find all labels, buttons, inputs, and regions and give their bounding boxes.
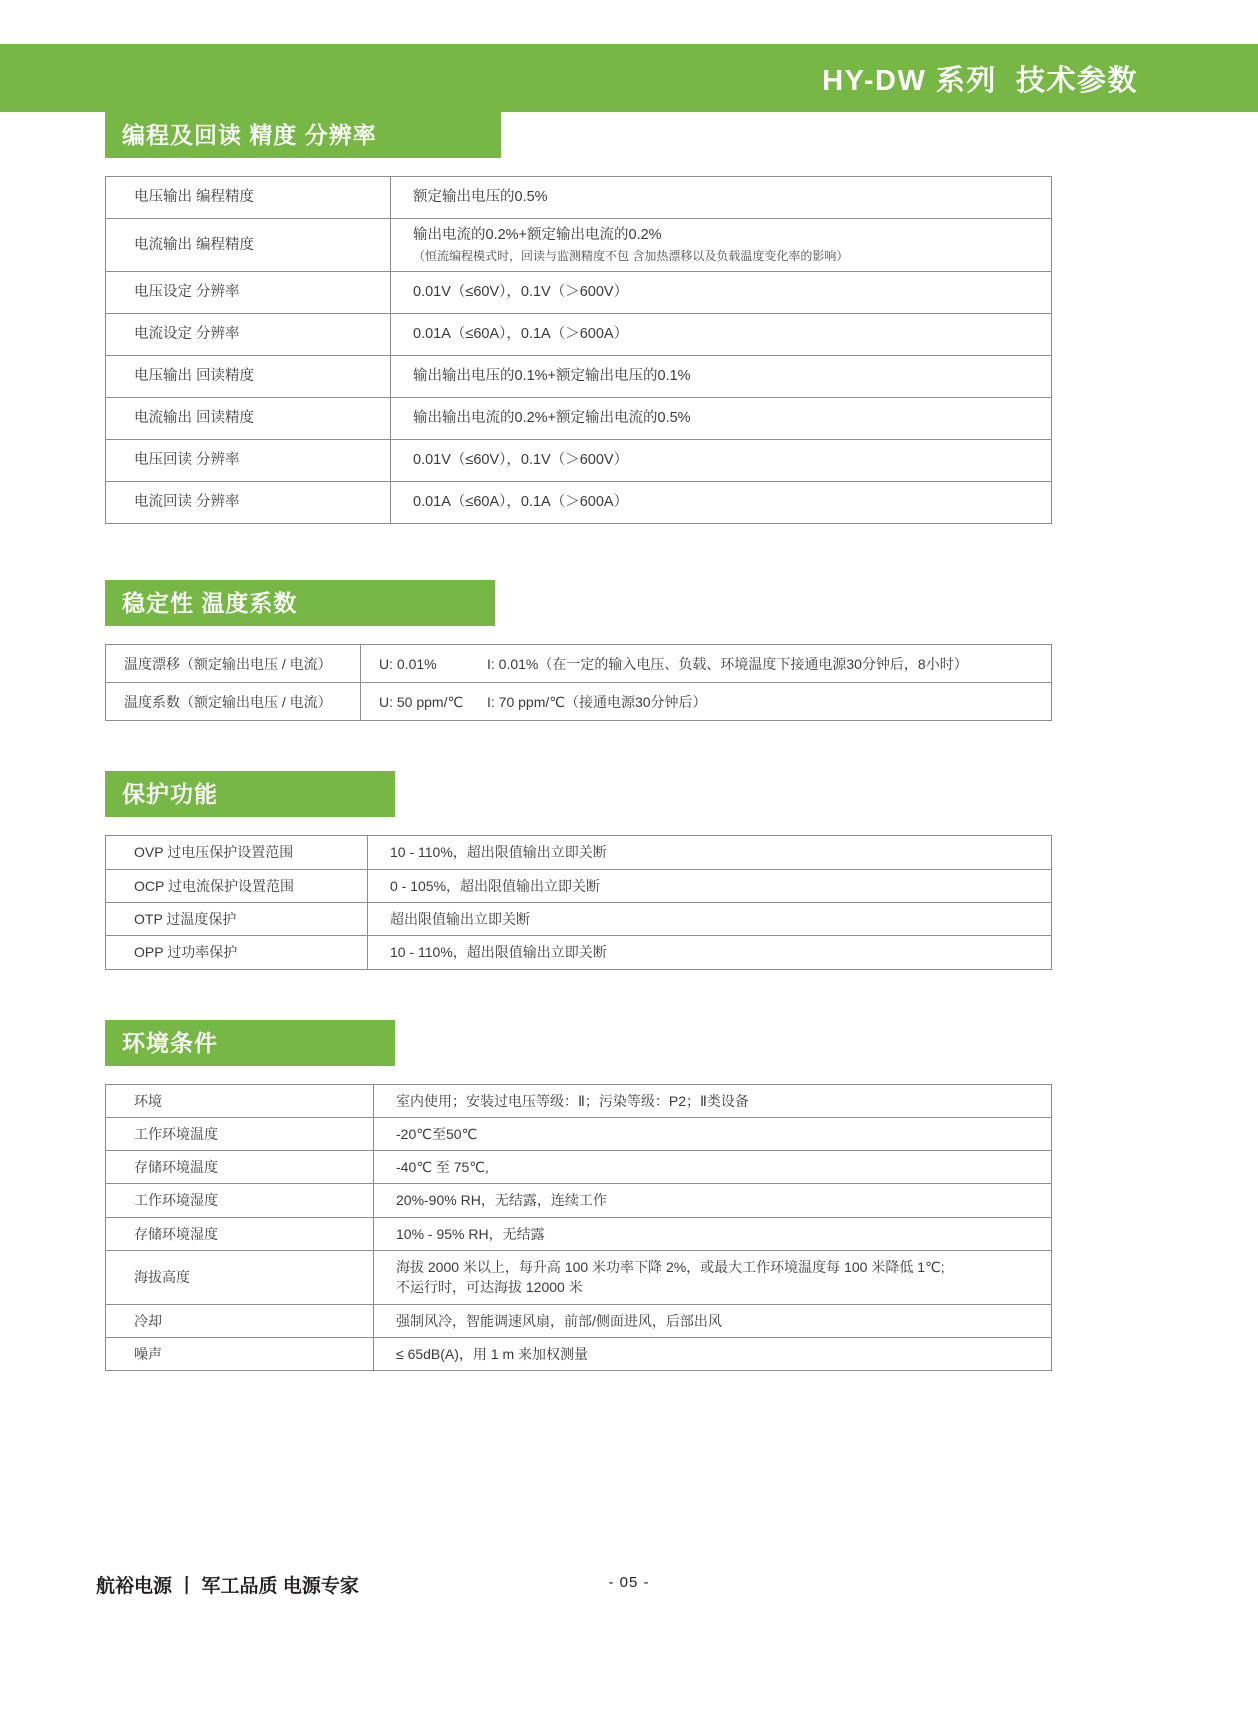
table-row bbox=[106, 1151, 1052, 1184]
row-value: ≤ 65dB(A)，用 1 m 来加权测量 bbox=[374, 1337, 1052, 1370]
table-row bbox=[106, 1304, 1052, 1337]
row-label: 电压设定 分辨率 bbox=[106, 272, 391, 314]
section-stability bbox=[0, 580, 1258, 721]
table-row bbox=[106, 440, 1052, 482]
row-value-text: 输出输出电压的0.1%+额定输出电压的0.1% bbox=[413, 368, 691, 385]
row-label: 电流设定 分辨率 bbox=[106, 314, 391, 356]
page-footer bbox=[0, 1571, 1258, 1601]
table-row bbox=[106, 869, 1052, 902]
table-row bbox=[106, 683, 1052, 721]
row-value bbox=[391, 440, 1052, 482]
row-label: 电压回读 分辨率 bbox=[106, 440, 391, 482]
row-label: 存储环境湿度 bbox=[106, 1217, 374, 1250]
row-label: OCP 过电流保护设置范围 bbox=[106, 869, 368, 902]
section-heading-protection: 保护功能 bbox=[105, 771, 395, 817]
row-label: OPP 过功率保护 bbox=[106, 936, 368, 969]
row-value-text: 输出输出电流的0.2%+额定输出电流的0.5% bbox=[413, 410, 691, 427]
row-label: OVP 过电压保护设置范围 bbox=[106, 836, 368, 869]
row-value bbox=[391, 219, 1052, 272]
row-value: 室内使用；安装过电压等级：Ⅱ；污染等级：P2；Ⅱ类设备 bbox=[374, 1084, 1052, 1117]
row-value: 10% - 95% RH，无结露 bbox=[374, 1217, 1052, 1250]
row-label: 温度漂移（额定输出电压 / 电流） bbox=[106, 645, 361, 683]
table-accuracy bbox=[105, 176, 1052, 524]
section-heading-stability: 稳定性 温度系数 bbox=[105, 580, 495, 626]
table-row bbox=[106, 219, 1052, 272]
row-value bbox=[391, 177, 1052, 219]
footer-brand: 航裕电源 丨 军工品质 电源专家 bbox=[96, 1576, 359, 1597]
row-label: 电流回读 分辨率 bbox=[106, 482, 391, 524]
footer-page-number: - 05 - bbox=[608, 1574, 650, 1591]
row-label: 工作环境湿度 bbox=[106, 1184, 374, 1217]
row-value bbox=[391, 314, 1052, 356]
row-value bbox=[391, 356, 1052, 398]
table-stability bbox=[105, 644, 1052, 721]
row-value bbox=[361, 683, 1052, 721]
row-value-text: 0.01A（≤60A），0.1A（＞600A） bbox=[413, 494, 629, 511]
table-row bbox=[106, 1184, 1052, 1217]
row-value-group bbox=[379, 692, 707, 712]
table-row bbox=[106, 1337, 1052, 1370]
row-value-group bbox=[379, 654, 968, 674]
table-environment bbox=[105, 1084, 1052, 1372]
row-label: 存储环境温度 bbox=[106, 1151, 374, 1184]
row-label: 环境 bbox=[106, 1084, 374, 1117]
row-value-text: 额定输出电压的0.5% bbox=[413, 188, 548, 205]
table-row bbox=[106, 272, 1052, 314]
table-row bbox=[106, 1251, 1052, 1305]
table-row bbox=[106, 482, 1052, 524]
current-value: I: 70 ppm/℃（接通电源30分钟后） bbox=[487, 693, 707, 710]
table-row bbox=[106, 398, 1052, 440]
section-environment bbox=[0, 1020, 1258, 1372]
row-value: 强制风冷，智能调速风扇，前部/侧面进风，后部出风 bbox=[374, 1304, 1052, 1337]
row-label: 温度系数（额定输出电压 / 电流） bbox=[106, 683, 361, 721]
table-row bbox=[106, 356, 1052, 398]
row-label: 电压输出 回读精度 bbox=[106, 356, 391, 398]
table-row bbox=[106, 1084, 1052, 1117]
page-title: HY-DW 系列 技术参数 bbox=[822, 64, 1138, 97]
row-label: OTP 过温度保护 bbox=[106, 903, 368, 936]
table-protection bbox=[105, 835, 1052, 969]
row-label: 海拔高度 bbox=[106, 1251, 374, 1305]
row-value: -20℃至50℃ bbox=[374, 1117, 1052, 1150]
row-label: 电压输出 编程精度 bbox=[106, 177, 391, 219]
table-row bbox=[106, 936, 1052, 969]
row-value bbox=[391, 482, 1052, 524]
row-value bbox=[391, 398, 1052, 440]
row-value-line2: 不运行时，可达海拔 12000 米 bbox=[396, 1279, 583, 1296]
row-value-text: 0.01V（≤60V），0.1V（＞600V） bbox=[413, 284, 629, 301]
row-label: 工作环境温度 bbox=[106, 1117, 374, 1150]
current-value: I: 0.01%（在一定的输入电压、负载、环境温度下接通电源30分钟后，8小时） bbox=[487, 655, 968, 672]
row-value: 0 - 105%，超出限值输出立即关断 bbox=[368, 869, 1052, 902]
row-value-note: （恒流编程模式时，回读与监测精度不包 含加热漂移以及负载温度变化率的影响） bbox=[413, 249, 849, 264]
section-heading-environment: 环境条件 bbox=[105, 1020, 395, 1066]
table-row bbox=[106, 1217, 1052, 1250]
table-row bbox=[106, 836, 1052, 869]
table-row bbox=[106, 177, 1052, 219]
row-label: 电流输出 编程精度 bbox=[106, 219, 391, 272]
row-value: 10 - 110%，超出限值输出立即关断 bbox=[368, 836, 1052, 869]
section-heading-accuracy: 编程及回读 精度 分辨率 bbox=[105, 112, 501, 158]
row-label: 噪声 bbox=[106, 1337, 374, 1370]
section-accuracy bbox=[0, 112, 1258, 524]
row-value: 超出限值输出立即关断 bbox=[368, 903, 1052, 936]
row-label: 电流输出 回读精度 bbox=[106, 398, 391, 440]
page-header-banner bbox=[0, 44, 1258, 112]
row-value-text: 0.01V（≤60V），0.1V（＞600V） bbox=[413, 452, 629, 469]
row-value-text: 0.01A（≤60A），0.1A（＞600A） bbox=[413, 326, 629, 343]
table-row bbox=[106, 645, 1052, 683]
voltage-value: U: 0.01% bbox=[379, 655, 437, 672]
row-value-text: 输出电流的0.2%+额定输出电流的0.2% bbox=[413, 227, 662, 243]
page-content bbox=[0, 112, 1258, 1371]
row-value: -40℃ 至 75℃, bbox=[374, 1151, 1052, 1184]
row-value bbox=[361, 645, 1052, 683]
row-value: 10 - 110%，超出限值输出立即关断 bbox=[368, 936, 1052, 969]
row-value-line1: 海拔 2000 米以上，每升高 100 米功率下降 2%，或最大工作环境温度每 100 米降低 1℃; bbox=[396, 1259, 945, 1276]
row-label: 冷却 bbox=[106, 1304, 374, 1337]
table-row bbox=[106, 1117, 1052, 1150]
row-value bbox=[391, 272, 1052, 314]
table-row bbox=[106, 903, 1052, 936]
section-protection bbox=[0, 771, 1258, 969]
table-row bbox=[106, 314, 1052, 356]
row-value: 20%-90% RH，无结露，连续工作 bbox=[374, 1184, 1052, 1217]
row-value bbox=[374, 1251, 1052, 1305]
voltage-value: U: 50 ppm/℃ bbox=[379, 693, 464, 710]
